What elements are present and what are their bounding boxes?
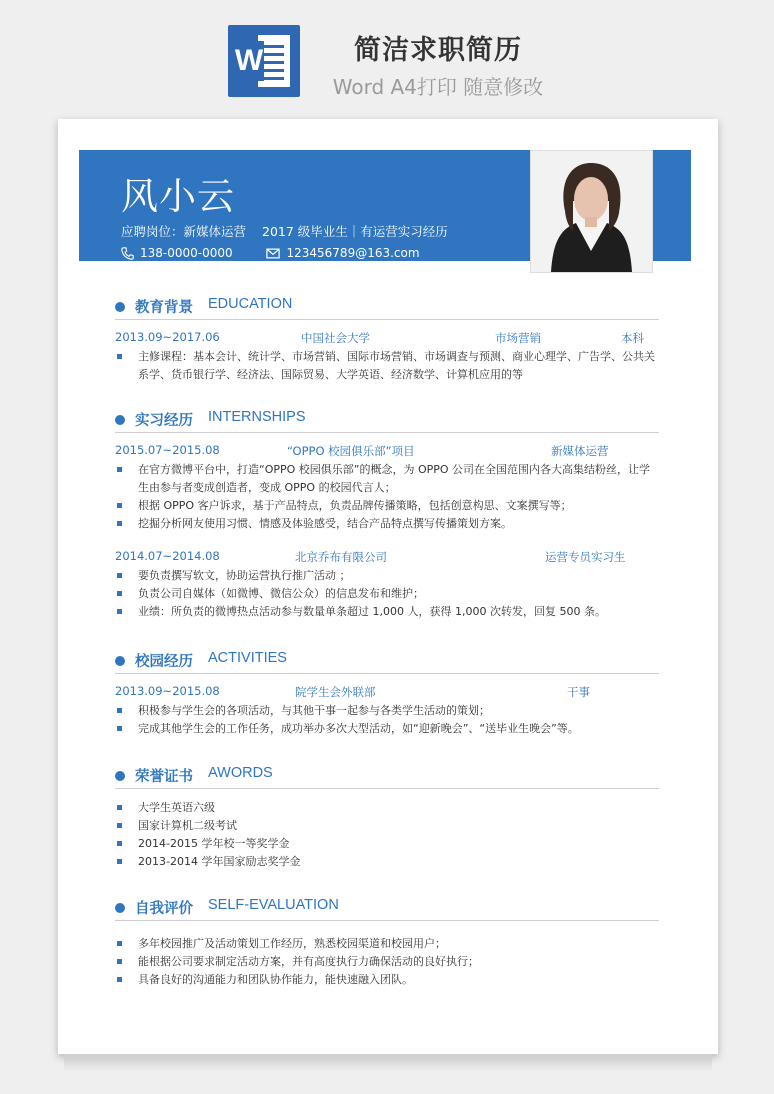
section-title-cn: 校园经历: [135, 654, 193, 670]
candidate-info: [121, 222, 460, 240]
list-item: 具备良好的沟通能力和团队协作能力，能快速融入团队。: [115, 971, 659, 989]
bullet-list: [115, 461, 659, 533]
list-item: 在官方微博平台中，打造“OPPO 校园俱乐部”的概念，为 OPPO 公司在全国范围内各大高集结粉丝，让学生由参与者变成创造者，变成 OPPO 的校园代言人；: [115, 461, 659, 497]
entry-role: 新媒体运营: [551, 444, 609, 458]
section-title-en: ACTIVITIES: [208, 650, 287, 666]
list-item: 负责公司自媒体（如微博、微信公众）的信息发布和维护；: [115, 585, 659, 603]
entry-row: [115, 330, 659, 348]
list-item: 要负责撰写软文，协助运营执行推广活动 ；: [115, 567, 659, 585]
entry-date: 2014.07~2014.08: [115, 549, 220, 563]
bullet-list: [115, 702, 659, 738]
bullet-list: [115, 567, 659, 621]
banner-subtitle: Word A4打印 随意修改: [332, 75, 544, 99]
list-item: 积极参与学生会的各项活动，与其他干事一起参与各类学生活动的策划；: [115, 702, 659, 720]
graduation-info: 2017 级毕业生｜有运营实习经历: [262, 224, 448, 239]
entry-org: 院学生会外联部: [295, 685, 376, 699]
list-item: 完成其他学生会的工作任务，成功举办多次大型活动，如“迎新晚会”、“送毕业生晚会”等。: [115, 720, 659, 738]
top-banner: [0, 0, 774, 110]
email-address: 123456789@163.com: [286, 246, 420, 260]
section-title-cn: 自我评价: [135, 901, 193, 917]
section-awards: [115, 765, 659, 871]
section-title-en: INTERNSHIPS: [208, 409, 306, 425]
entry-row: [115, 549, 659, 567]
entry-row: [115, 443, 659, 461]
entry-org: 中国社会大学: [301, 331, 370, 345]
word-logo-letter: W: [234, 41, 264, 81]
section-title-cn: 荣誉证书: [135, 769, 193, 785]
list-item: 主修课程：基本会计、统计学、市场营销、国际市场营销、市场调查与预测、商业心理学、广告学、公共关系学、货币银行学、经济法、国际贸易、大学英语、经济数学、计算机应用的等: [115, 348, 659, 384]
mail-icon: [266, 248, 280, 259]
applied-position: 应聘岗位：新媒体运营: [121, 224, 247, 239]
entry-org: “OPPO 校园俱乐部”项目: [287, 444, 415, 458]
section-header: [115, 296, 659, 320]
word-document-icon: [228, 25, 300, 97]
list-item: 多年校园推广及活动策划工作经历，熟悉校园渠道和校园用户；: [115, 935, 659, 953]
section-bullet-icon: [115, 771, 125, 781]
page-shadow: [64, 1054, 712, 1072]
section-title-cn: 实习经历: [135, 413, 193, 429]
list-item: 国家计算机二级考试: [115, 817, 659, 835]
profile-photo: [530, 150, 653, 273]
entry-degree: 本科: [621, 331, 644, 345]
entry-date: 2013.09~2017.06: [115, 330, 220, 344]
email-item: [266, 246, 419, 260]
bullet-list: [115, 935, 659, 989]
phone-icon: [121, 247, 134, 260]
candidate-name: 风小云: [121, 175, 235, 218]
profile-photo-image: [531, 151, 652, 272]
section-bullet-icon: [115, 415, 125, 425]
entry-org: 北京乔布有限公司: [295, 550, 387, 564]
section-title-cn: 教育背景: [135, 300, 193, 316]
list-item: 能根据公司要求制定活动方案，并有高度执行力确保活动的良好执行；: [115, 953, 659, 971]
list-item: 挖掘分析网友使用习惯、情感及体验感受，结合产品特点撰写传播策划方案。: [115, 515, 659, 533]
entry-date: 2015.07~2015.08: [115, 443, 220, 457]
section-title-en: SELF-EVALUATION: [208, 897, 339, 913]
section-header: [115, 409, 659, 433]
section-bullet-icon: [115, 302, 125, 312]
entry-row: [115, 684, 659, 702]
bullet-list: [115, 348, 659, 384]
section-bullet-icon: [115, 903, 125, 913]
section-header: [115, 765, 659, 789]
section-title-en: EDUCATION: [208, 296, 293, 312]
section-title-en: AWORDS: [208, 765, 273, 781]
list-item: 根据 OPPO 客户诉求，基于产品特点，负责品牌传播策略，包括创意构思、文案撰写等；: [115, 497, 659, 515]
banner-title: 简洁求职简历: [354, 35, 522, 66]
entry-date: 2013.09~2015.08: [115, 684, 220, 698]
entry-role: 干事: [567, 685, 590, 699]
section-self-evaluation: [115, 897, 659, 989]
section-bullet-icon: [115, 656, 125, 666]
bullet-list: [115, 799, 659, 871]
section-internships: [115, 409, 659, 621]
list-item: 业绩：所负责的微博热点活动参与数量单条超过 1,000 人，获得 1,000 次转发，回复 500 条。: [115, 603, 659, 621]
section-activities: [115, 650, 659, 738]
section-header: [115, 897, 659, 921]
phone-item: [121, 246, 233, 260]
list-item: 2014-2015 学年校一等奖学金: [115, 835, 659, 853]
list-item: 2013-2014 学年国家励志奖学金: [115, 853, 659, 871]
section-education: [115, 296, 659, 384]
list-item: 大学生英语六级: [115, 799, 659, 817]
phone-number: 138-0000-0000: [140, 246, 233, 260]
entry-role: 运营专员实习生: [545, 550, 626, 564]
entry-role: 市场营销: [495, 331, 541, 345]
contact-line: [121, 246, 450, 260]
section-header: [115, 650, 659, 674]
